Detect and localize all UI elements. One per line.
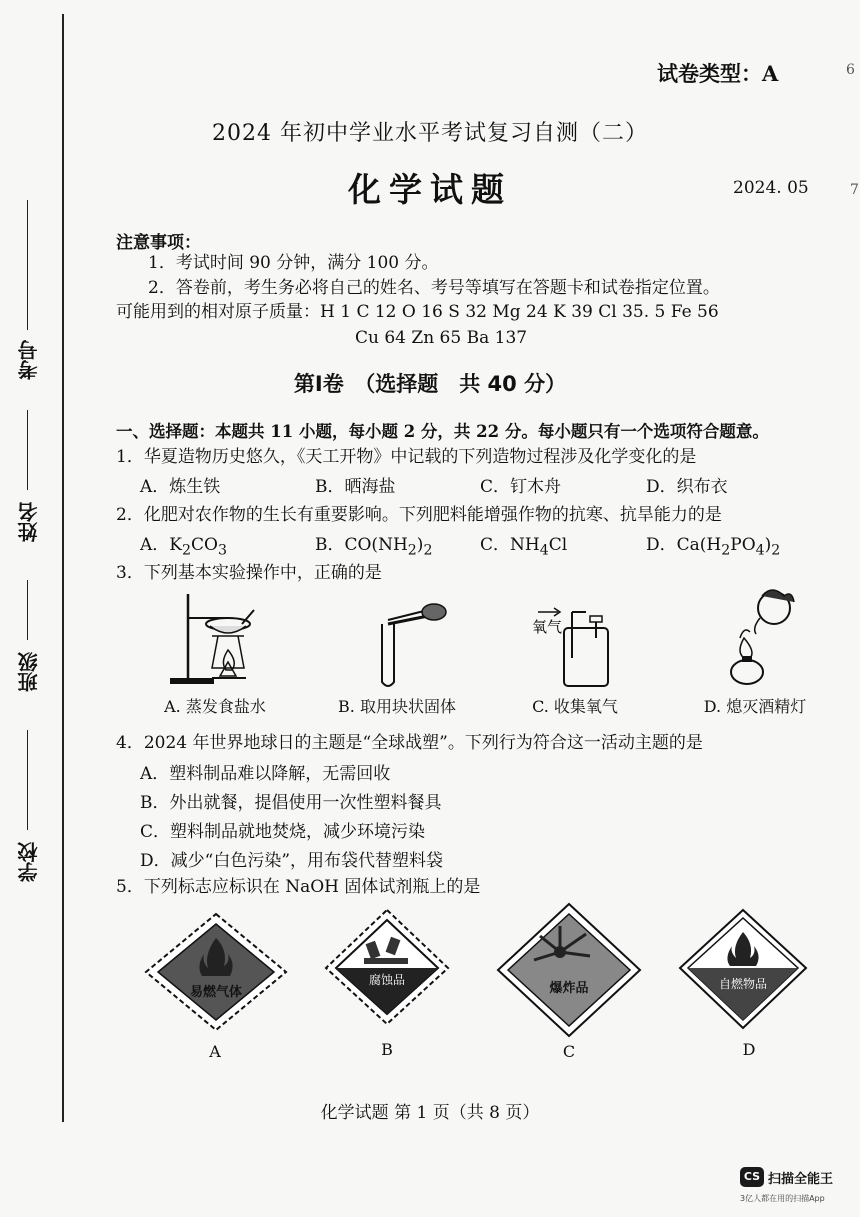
q4-option-d: D．减少“白色污染”，用布袋代替塑料袋 [140,851,444,871]
alcohol-lamp-figure [722,588,822,688]
question-1-stem: 1．华夏造物历史悠久，《天工开物》中记载的下列造物过程涉及化学变化的是 [116,447,697,467]
test-tube-figure [370,596,460,691]
corrosive-sign [322,906,452,1026]
class-label: 班级 [17,652,41,692]
question-2-stem: 2．化肥对农作物的生长有重要影响。下列肥料能增强作物的抗寒、抗旱能力的是 [116,505,722,525]
gas-bottle-figure [530,598,640,690]
camscanner-logo-icon: CS [740,1167,764,1187]
edge-mark-2: 7 [850,182,859,198]
q3-option-d: D. 熄灭酒精灯 [703,697,807,716]
class-field [14,580,44,720]
paper-type: 试卷类型：A [657,61,779,86]
spontaneous-combustion-sign [676,906,810,1032]
q4-option-a: A．塑料制品难以降解，无需回收 [140,764,391,784]
q1-option-a: A．炼生铁 [140,477,221,497]
sign-a-text: 易燃气体 [189,985,243,1000]
atomic-masses-line2: Cu 64 Zn 65 Ba 137 [355,328,528,348]
school-field [14,730,44,910]
name-field [14,410,44,570]
q2-option-c: C．$NH_4Cl$ [480,535,568,559]
exam-date: 2024. 05 [733,178,809,198]
school-label: 学校 [17,842,41,882]
q4-option-b: B．外出就餐，提倡使用一次性塑料餐具 [140,793,442,813]
question-3-stem: 3．下列基本实验操作中，正确的是 [116,563,382,583]
part-heading: 一、选择题：本题共 11 小题，每小题 2 分，共 22 分。每小题只有一个选项符合题意。 [116,422,769,441]
question-5-stem: 5．下列标志应标识在 NaOH 固体试剂瓶上的是 [116,877,481,897]
q2-option-d: D．$Ca(H_2PO_4)_2$ [646,535,781,559]
note-item: 2．答卷前，考生务必将自己的姓名、考号等填写在答题卡和试卷指定位置。 [148,278,720,298]
notes-title: 注意事项： [116,233,201,253]
q2-option-b: B．$CO(NH_2)_2$ [315,535,433,559]
sign-a-letter: A [209,1042,221,1061]
explosive-sign [494,900,644,1040]
sign-d-letter: D [742,1040,756,1059]
q3-option-a: A. 蒸发食盐水 [164,697,266,716]
camscanner-tagline: 3亿人都在用的扫描App [740,1194,825,1203]
sign-b-letter: B [381,1040,393,1059]
evaporation-apparatus-figure [160,588,270,688]
sign-d-text: 自燃物品 [718,977,768,991]
exam-no-label: 考号 [17,340,41,380]
oxygen-label: 氧气 [532,620,563,636]
q2-option-a: A．$K_2CO_3$ [140,535,227,559]
page-footer: 化学试题 第 1 页（共 8 页） [320,1103,540,1123]
sign-b-text: 腐蚀品 [368,973,406,987]
atomic-masses-line1: 可能用到的相对原子质量：H 1 C 12 O 16 S 32 Mg 24 K 39 Cl 35. 5 Fe 56 [116,302,719,322]
camscanner-name: 扫描全能王 [768,1172,834,1187]
edge-mark-1: 6 [846,62,855,78]
sign-c-letter: C [562,1042,576,1061]
question-4-stem: 4．2024 年世界地球日的主题是“全球战塑”。下列行为符合这一活动主题的是 [116,733,703,753]
note-item: 1．考试时间 90 分钟，满分 100 分。 [148,253,439,273]
flammable-gas-sign [142,910,290,1034]
q1-option-c: C．钉木舟 [480,477,562,497]
q1-option-b: B．晒海盐 [315,477,396,497]
section-title: 第Ⅰ卷 （选择题 共 40 分） [293,372,567,396]
name-label: 姓名 [17,502,41,542]
subject-title: 化学试题 [348,170,512,209]
exam-title: 2024 年初中学业水平考试复习自测（二） [212,121,648,146]
q4-option-c: C．塑料制品就地焚烧，减少环境污染 [140,822,426,842]
q3-option-c: C. 收集氧气 [532,697,618,716]
q3-option-b: B. 取用块状固体 [338,697,456,716]
sign-c-text: 爆炸品 [549,981,589,996]
q1-option-d: D．织布衣 [646,477,728,497]
